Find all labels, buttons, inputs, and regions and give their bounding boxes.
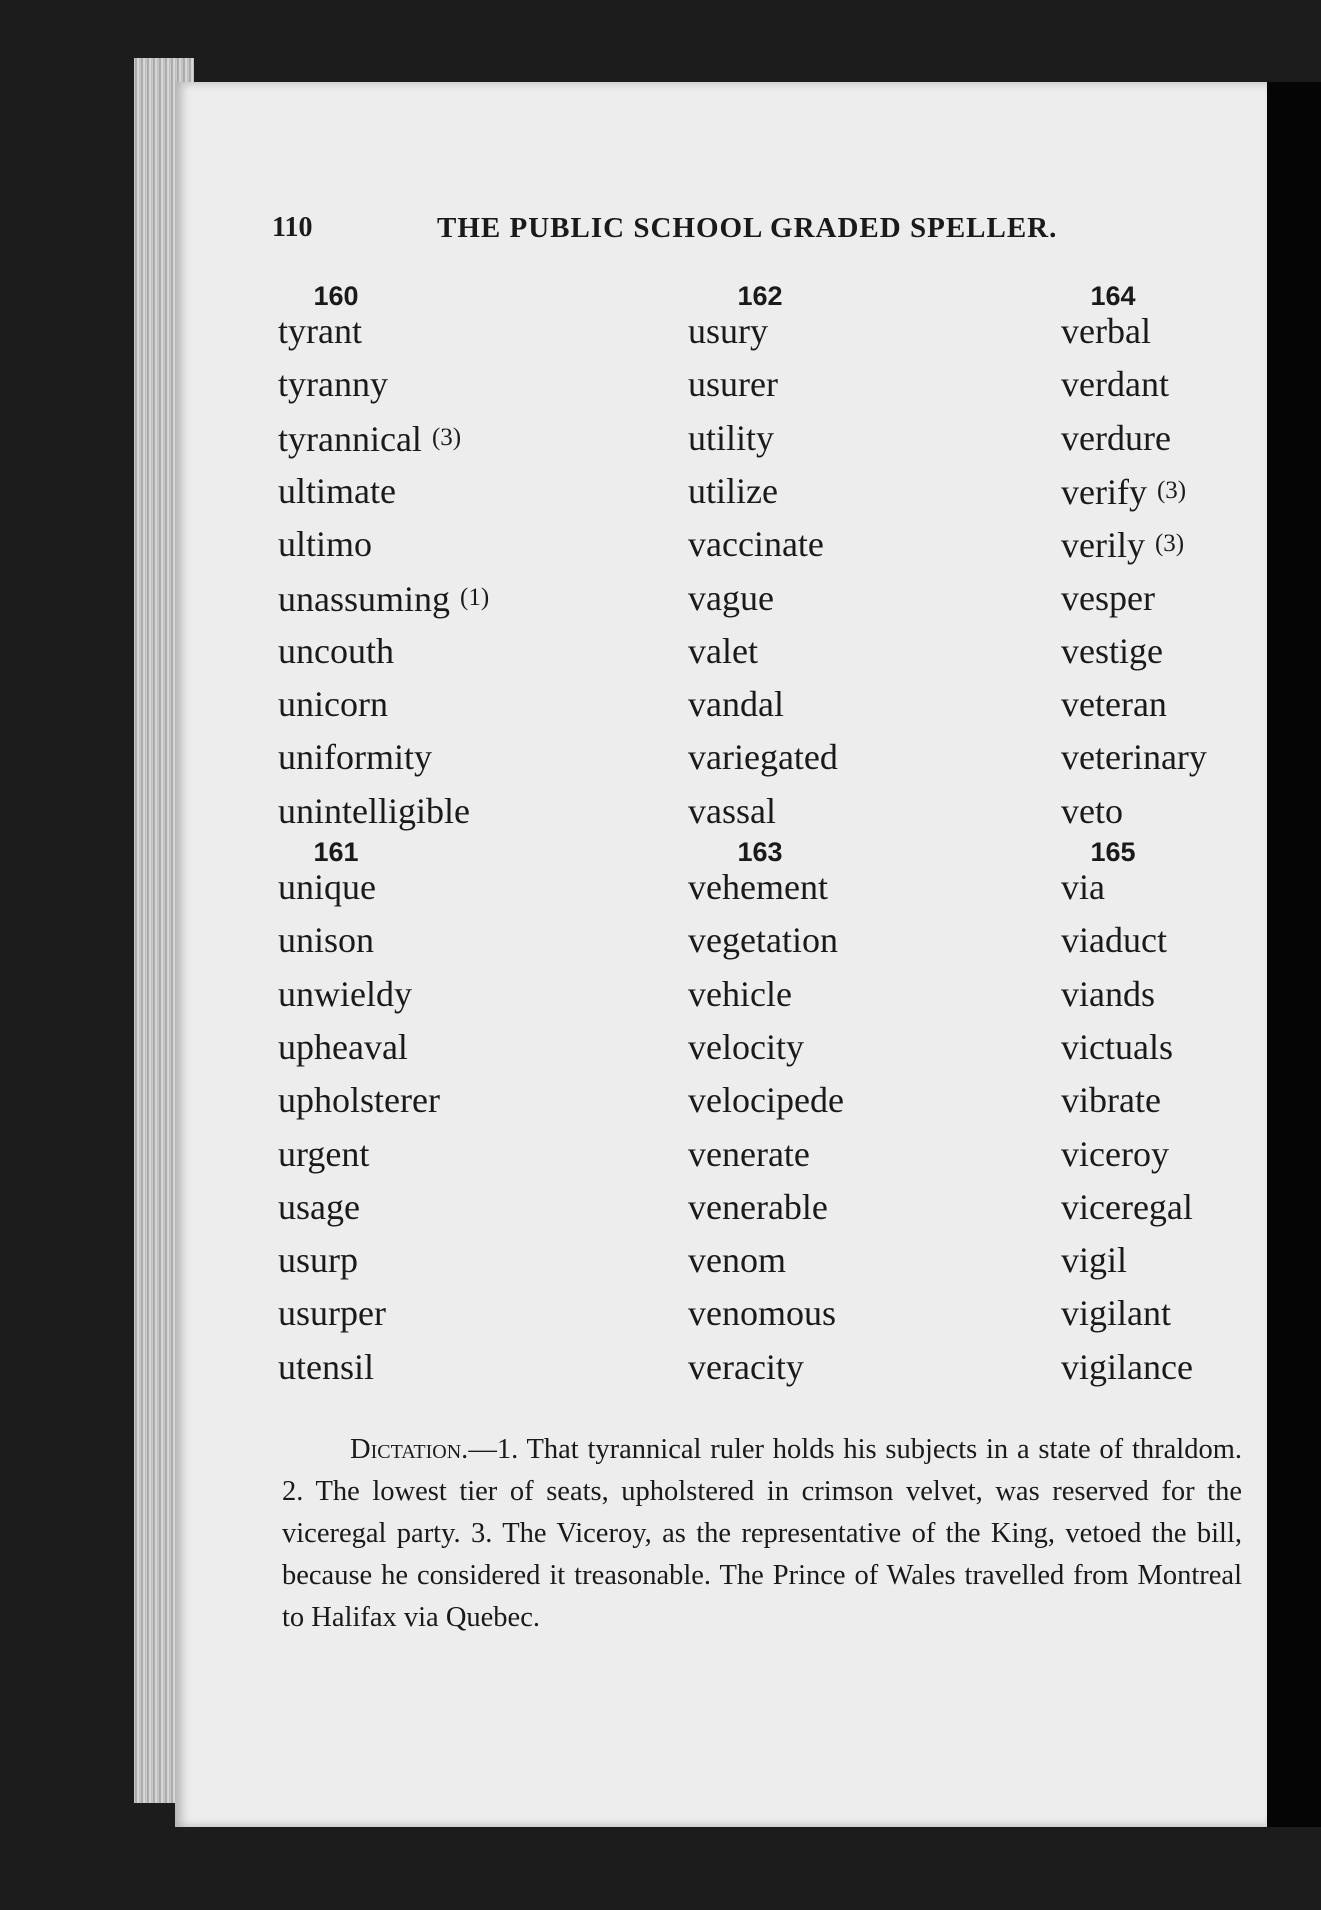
spelling-word-text: tyrant xyxy=(278,311,362,351)
spelling-word xyxy=(278,469,396,513)
spelling-word-text: veterinary xyxy=(1061,737,1207,778)
spelling-word xyxy=(688,629,758,673)
spelling-word-text: utensil xyxy=(278,1346,374,1387)
spelling-word xyxy=(1061,1291,1171,1335)
spelling-word-text: verdant xyxy=(1061,364,1169,405)
spelling-word xyxy=(688,972,792,1016)
spelling-word-text: unicorn xyxy=(278,684,388,725)
lesson-number: 165 xyxy=(1090,837,1136,867)
spelling-word xyxy=(1061,1238,1127,1282)
spelling-word-text: utilize xyxy=(688,470,778,511)
spelling-word-text: uniformity xyxy=(278,737,432,778)
spelling-word-text: vigilant xyxy=(1061,1293,1171,1334)
spelling-word xyxy=(278,1132,369,1176)
spelling-word xyxy=(1061,1078,1161,1122)
spelling-word-text: veteran xyxy=(1061,684,1167,725)
spelling-word xyxy=(688,469,778,513)
spelling-word-text: unison xyxy=(278,920,375,961)
spelling-word xyxy=(278,789,470,833)
spelling-word xyxy=(278,682,388,726)
spelling-word-text: ultimate xyxy=(278,470,396,511)
spelling-word-text: unique xyxy=(278,867,376,907)
spelling-word-text: vaccinate xyxy=(688,524,824,565)
spelling-word-text: vehement xyxy=(688,867,828,907)
dictation-text: —1. That tyrannical ruler holds his subjects in a state of thraldom. 2. The lowest tier of seats, upholstered in crimson velvet, was reserved for the viceregal party. 3. The Viceroy, as the representative of the King, vetoed the bill, because he considered it treasonable. The Prince of Wales travelled from Montreal to Halifax via Quebec. xyxy=(282,1433,1242,1633)
spelling-word-text: vigilance xyxy=(1061,1346,1193,1387)
spelling-word-text: vegetation xyxy=(688,920,838,961)
syllable-note: (3) xyxy=(1154,530,1185,558)
spelling-word-text: usurper xyxy=(278,1293,386,1334)
spelling-word xyxy=(1061,1025,1173,1069)
spelling-word xyxy=(688,1345,804,1389)
spelling-word-text: usurer xyxy=(688,364,778,405)
syllable-note: (3) xyxy=(431,423,462,451)
spelling-word-text: viceroy xyxy=(1061,1133,1169,1174)
spelling-word-text: unassuming xyxy=(278,578,451,619)
spelling-word-text: unintelligible xyxy=(278,790,470,831)
spelling-word-text: urgent xyxy=(278,1133,370,1174)
spelling-word xyxy=(278,416,461,461)
spelling-word-text: vehicle xyxy=(688,973,792,1014)
spelling-word-text: tyrannical xyxy=(278,418,422,459)
spelling-word xyxy=(278,918,374,962)
spelling-word-text: unwieldy xyxy=(278,973,412,1014)
spelling-word-text: velocity xyxy=(688,1026,804,1067)
spelling-word-text: vague xyxy=(688,577,774,618)
spelling-word-text: veto xyxy=(1061,790,1123,831)
spelling-word-text: via xyxy=(1061,867,1105,907)
spelling-word xyxy=(688,309,768,353)
spelling-word xyxy=(278,362,388,406)
spelling-word-text: victuals xyxy=(1061,1026,1173,1067)
spelling-word-text: tyranny xyxy=(278,364,388,405)
spelling-word xyxy=(278,309,362,353)
book-gutter-shadow xyxy=(1267,82,1321,1827)
spelling-word-text: viands xyxy=(1061,973,1155,1014)
dictation-label: Dictation. xyxy=(350,1433,469,1465)
spelling-word xyxy=(1061,789,1123,833)
spelling-word xyxy=(688,1291,836,1335)
spelling-word xyxy=(1061,416,1171,460)
spelling-word xyxy=(688,362,778,406)
spelling-word-text: upholsterer xyxy=(278,1080,440,1121)
spelling-word xyxy=(688,522,824,566)
spelling-word-text: venomous xyxy=(688,1293,836,1334)
spelling-word xyxy=(278,522,372,566)
spelling-word xyxy=(1061,469,1186,514)
spelling-word xyxy=(278,1291,386,1335)
spelling-word xyxy=(1061,1185,1193,1229)
spelling-word-text: usage xyxy=(278,1186,360,1227)
spelling-word xyxy=(1061,1132,1169,1176)
dictation-paragraph xyxy=(282,1429,1242,1639)
spelling-word xyxy=(688,735,838,779)
spelling-word-text: verdure xyxy=(1061,417,1171,458)
lesson-number: 160 xyxy=(313,281,359,311)
spelling-word-text: valet xyxy=(688,630,758,671)
spelling-word-text: ultimo xyxy=(278,524,373,565)
syllable-note: (3) xyxy=(1156,476,1187,504)
lesson-number: 164 xyxy=(1090,281,1136,311)
spelling-word-text: venerable xyxy=(688,1186,828,1227)
spelling-word xyxy=(278,1025,408,1069)
spelling-word xyxy=(1061,1345,1193,1389)
spelling-word xyxy=(278,629,394,673)
spelling-word-text: vandal xyxy=(688,684,784,725)
spelling-word xyxy=(688,1025,804,1069)
spelling-word-text: venerate xyxy=(688,1133,810,1174)
spelling-word xyxy=(278,1078,440,1122)
spelling-word-text: viaduct xyxy=(1061,920,1167,961)
spelling-word xyxy=(278,735,432,779)
spelling-word xyxy=(688,1185,828,1229)
spelling-word xyxy=(1061,735,1207,779)
spelling-word xyxy=(278,1185,360,1229)
spelling-word xyxy=(1061,972,1155,1016)
spelling-word xyxy=(688,416,774,460)
spelling-word xyxy=(1061,309,1151,353)
spelling-word-text: vesper xyxy=(1061,577,1155,618)
running-title: THE PUBLIC SCHOOL GRADED SPELLER. xyxy=(437,212,1058,244)
spelling-word-text: venom xyxy=(688,1240,786,1281)
spelling-word-text: viceregal xyxy=(1061,1186,1193,1227)
spelling-word-text: verify xyxy=(1061,471,1147,512)
spelling-word xyxy=(1061,522,1184,567)
spelling-word xyxy=(688,576,774,620)
spelling-word-text: verbal xyxy=(1061,311,1151,351)
spelling-word-text: uncouth xyxy=(278,630,394,671)
lesson-number: 161 xyxy=(313,837,359,867)
spelling-word-text: utility xyxy=(688,417,775,458)
spelling-word-text: veracity xyxy=(688,1346,804,1387)
spelling-word-text: usury xyxy=(688,311,768,351)
spelling-word-text: variegated xyxy=(688,737,838,778)
spelling-word xyxy=(278,576,489,621)
spelling-word xyxy=(278,1238,358,1282)
spelling-word xyxy=(688,1078,844,1122)
spelling-word-text: usurp xyxy=(278,1240,358,1281)
lesson-number: 162 xyxy=(737,281,783,311)
spelling-word-text: vassal xyxy=(688,790,776,831)
spelling-word xyxy=(278,1345,374,1389)
spelling-word-text: upheaval xyxy=(278,1026,408,1067)
spelling-word-text: velocipede xyxy=(688,1080,844,1121)
spelling-word xyxy=(278,972,412,1016)
spelling-word xyxy=(688,865,828,909)
spelling-word xyxy=(1061,629,1163,673)
spelling-word xyxy=(688,682,784,726)
spelling-word xyxy=(1061,865,1105,909)
lesson-number: 163 xyxy=(737,837,783,867)
spelling-word xyxy=(1061,576,1155,620)
spelling-word-text: vibrate xyxy=(1061,1080,1161,1121)
spelling-word xyxy=(688,1238,786,1282)
spelling-word xyxy=(688,918,838,962)
spelling-word xyxy=(1061,362,1169,406)
spelling-word xyxy=(278,865,376,909)
syllable-note: (1) xyxy=(460,583,490,611)
spelling-word-text: vestige xyxy=(1061,630,1163,671)
page-header xyxy=(272,212,1172,252)
spelling-word-text: verily xyxy=(1061,525,1145,566)
page-number: 110 xyxy=(272,212,313,243)
spelling-word-text: vigil xyxy=(1061,1240,1128,1281)
spelling-word xyxy=(1061,918,1167,962)
spelling-word xyxy=(688,1132,810,1176)
spelling-word xyxy=(1061,682,1167,726)
spelling-word xyxy=(688,789,776,833)
